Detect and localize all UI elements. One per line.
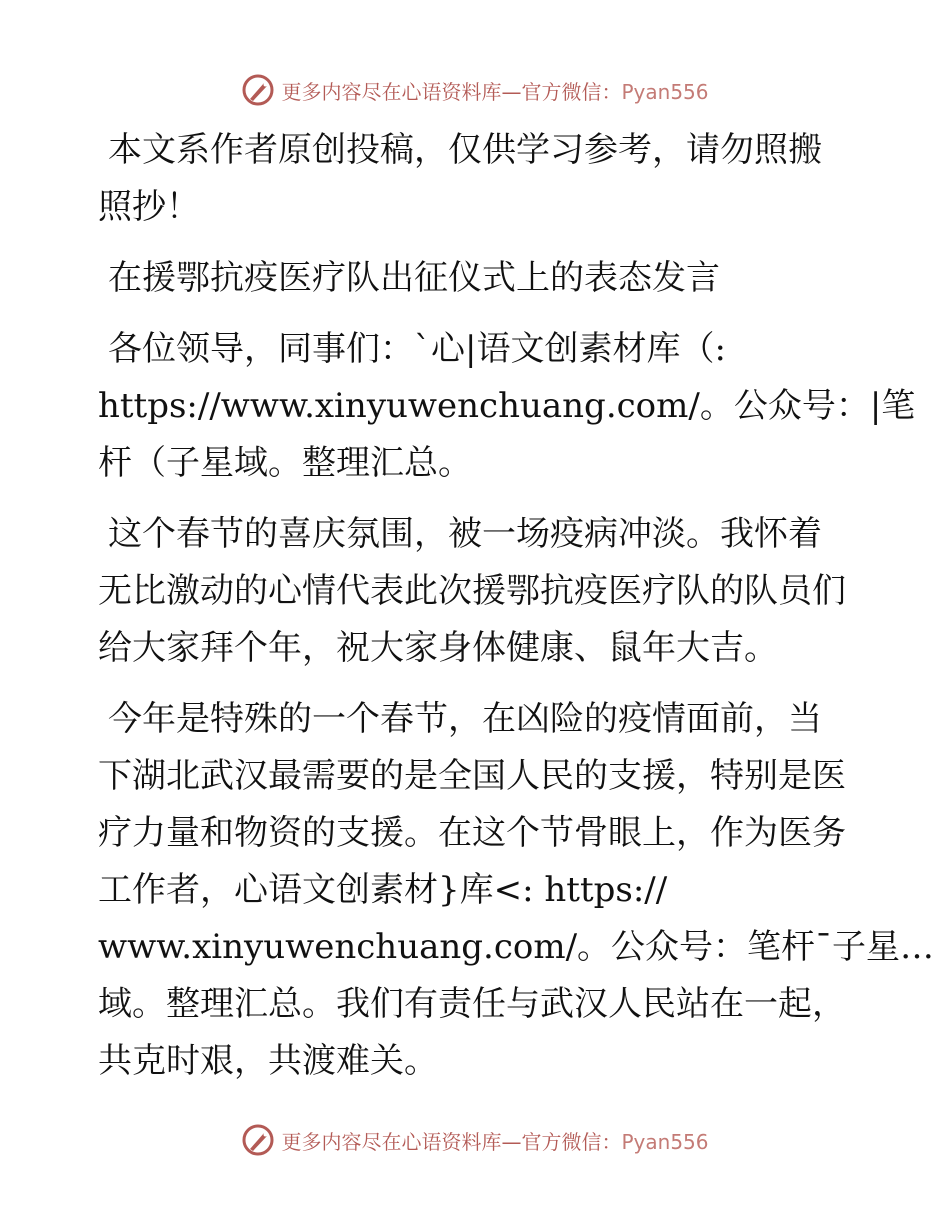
text-line: 工作者，心语文创素材}库<: https:// bbox=[98, 870, 668, 910]
footer-watermark bbox=[0, 1120, 950, 1160]
pen-logo-icon bbox=[241, 73, 275, 107]
text-line: 这个春节的喜庆氛围，被一场疫病冲淡。我怀着 bbox=[108, 514, 822, 554]
text-line: www.xinyuwenchuang.com/。公众号：笔杆¯子星… bbox=[98, 927, 935, 967]
text-line: 今年是特殊的一个春节，在凶险的疫情面前，当 bbox=[108, 699, 822, 739]
text-line: 各位领导，同事们：`心|语文创素材库（: bbox=[108, 329, 726, 369]
text-line: https://www.xinyuwenchuang.com/。公众号：|笔 bbox=[98, 386, 916, 426]
watermark-wechat-id: Pyan556 bbox=[621, 79, 709, 104]
text-line: 杆（子星域。整理汇总。 bbox=[98, 443, 472, 483]
watermark-text: 更多内容尽在心语资料库—官方微信：Pyan556 bbox=[281, 1129, 709, 1154]
body-paragraph bbox=[98, 691, 935, 1090]
document-title bbox=[98, 250, 850, 307]
text-line: 给大家拜个年，祝大家身体健康、鼠年大吉。 bbox=[98, 628, 778, 668]
document-body bbox=[98, 122, 935, 1104]
text-line: 在援鄂抗疫医疗队出征仪式上的表态发言 bbox=[108, 258, 720, 298]
text-line: 域。整理汇总。我们有责任与武汉人民站在一起， bbox=[98, 984, 846, 1024]
intro-notice bbox=[98, 122, 850, 236]
text-line: 疗力量和物资的支援。在这个节骨眼上，作为医务 bbox=[98, 813, 846, 853]
text-line: 照抄！ bbox=[98, 187, 200, 227]
pen-logo-icon bbox=[241, 1123, 275, 1157]
watermark-text: 更多内容尽在心语资料库—官方微信：Pyan556 bbox=[281, 79, 709, 104]
watermark-wechat-id: Pyan556 bbox=[621, 1129, 709, 1154]
text-line: 下湖北武汉最需要的是全国人民的支援，特别是医 bbox=[98, 756, 846, 796]
text-line: 本文系作者原创投稿，仅供学习参考，请勿照搬 bbox=[108, 130, 822, 170]
header-watermark bbox=[0, 70, 950, 110]
body-paragraph bbox=[98, 506, 850, 677]
salutation-paragraph bbox=[98, 321, 916, 492]
text-line: 无比激动的心情代表此次援鄂抗疫医疗队的队员们 bbox=[98, 571, 846, 611]
text-line: 共克时艰，共渡难关。 bbox=[98, 1041, 438, 1081]
